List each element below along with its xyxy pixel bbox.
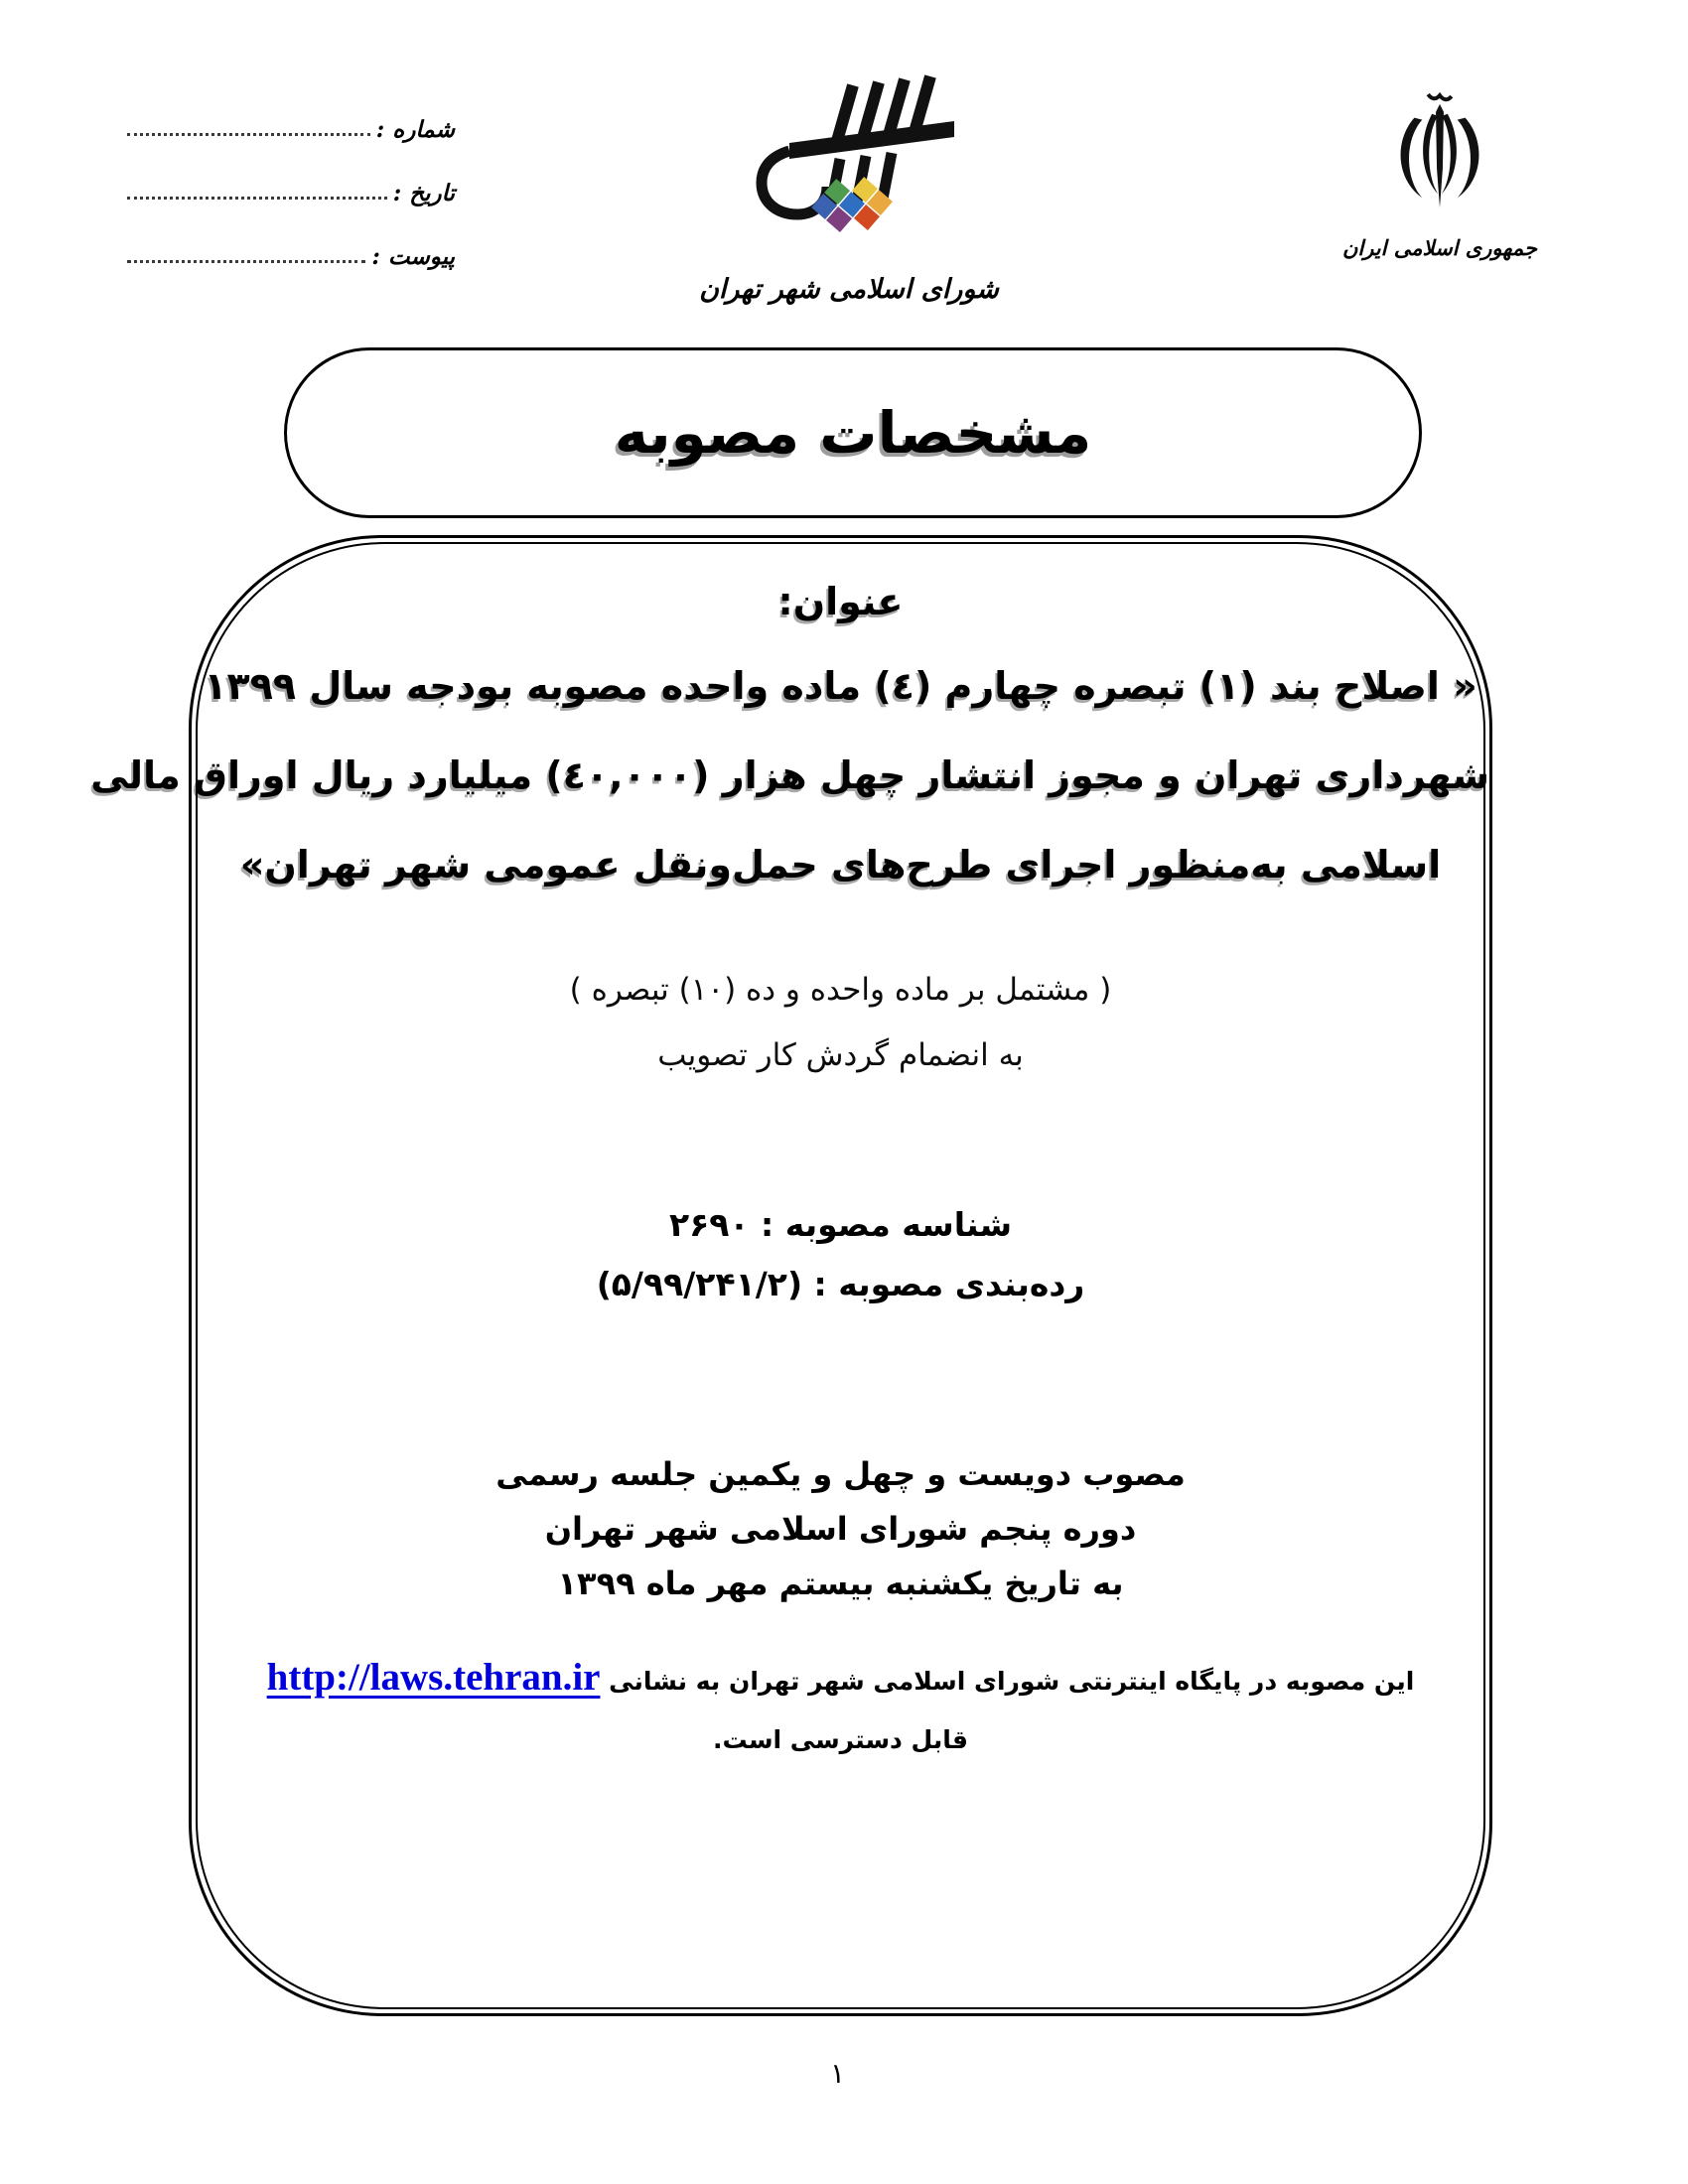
resolution-title-line-3: اسلامی به‌منظور اجرای طرح‌های حمل‌ونقل عمومی شهر تهران» <box>239 843 1442 887</box>
tehran-council-logo-block <box>673 69 1025 305</box>
date-field-row <box>127 155 455 206</box>
resolution-ids <box>192 1195 1489 1314</box>
title-label: عنوان: <box>777 580 904 623</box>
access-note-suffix: قابل دسترسی است. <box>712 1725 969 1754</box>
composition-line-2: به انضمام گردش کار تصویب <box>657 1037 1024 1073</box>
iran-emblem-block <box>1299 87 1581 260</box>
number-field-row <box>127 91 455 143</box>
iran-emblem-caption: جمهوری اسلامی ایران <box>1341 236 1538 260</box>
resolution-title-line-2: شهرداری تهران و مجوز انتشار چهل هزار (٤٠,٠٠٠) میلیارد ریال اوراق مالی <box>90 753 1489 797</box>
session-line-3: به تاریخ یکشنبه بیستم مهر ماه ۱۳۹۹ <box>557 1565 1124 1602</box>
resolution-id-line: شناسه مصوبه : ۲۶۹۰ <box>668 1205 1013 1244</box>
tehran-council-logo-caption: شورای اسلامی شهر تهران <box>699 274 999 305</box>
attachment-field-label: پیوست : <box>371 243 455 270</box>
header-title: مشخصات مصوبه <box>614 399 1092 467</box>
access-note <box>192 1648 1489 1711</box>
date-field-blank <box>127 197 387 200</box>
number-field-label: شماره : <box>375 116 455 143</box>
iran-emblem-icon <box>1381 87 1498 226</box>
number-field-blank <box>127 133 370 136</box>
attachment-field-blank <box>127 260 365 263</box>
composition-line-1: ( مشتمل بر ماده واحده و ده (۱۰) تبصره ) <box>569 972 1112 1008</box>
laws-tehran-link[interactable]: http://laws.tehran.ir <box>266 1656 601 1699</box>
tehran-council-logo-icon <box>720 69 978 270</box>
access-note-prefix: این مصوبه در پایگاه اینترنتی شورای اسلامی شهر تهران به نشانی <box>600 1667 1415 1696</box>
session-line-2: دوره پنجم شورای اسلامی شهر تهران <box>544 1510 1137 1548</box>
date-field-label: تاریخ : <box>392 180 455 206</box>
attachment-field-row <box>127 218 455 270</box>
header-box <box>284 347 1422 518</box>
session-info <box>192 1447 1489 1611</box>
resolution-title <box>90 641 1489 909</box>
page-number: ۱ <box>829 2057 846 2090</box>
session-line-1: مصوب دویست و چهل و یکمین جلسه رسمی <box>495 1455 1186 1493</box>
resolution-classification-line: رده‌بندی مصوبه : (۵/۹۹/۲۴۱/۲) <box>596 1265 1085 1303</box>
composition-note <box>192 957 1489 1088</box>
resolution-box <box>90 535 1492 2016</box>
resolution-title-line-1: « اصلاح بند (۱) تبصره چهارم (٤) ماده واحده مصوبه بودجه سال ۱۳۹۹ <box>204 664 1477 708</box>
letterhead-form <box>127 91 455 282</box>
